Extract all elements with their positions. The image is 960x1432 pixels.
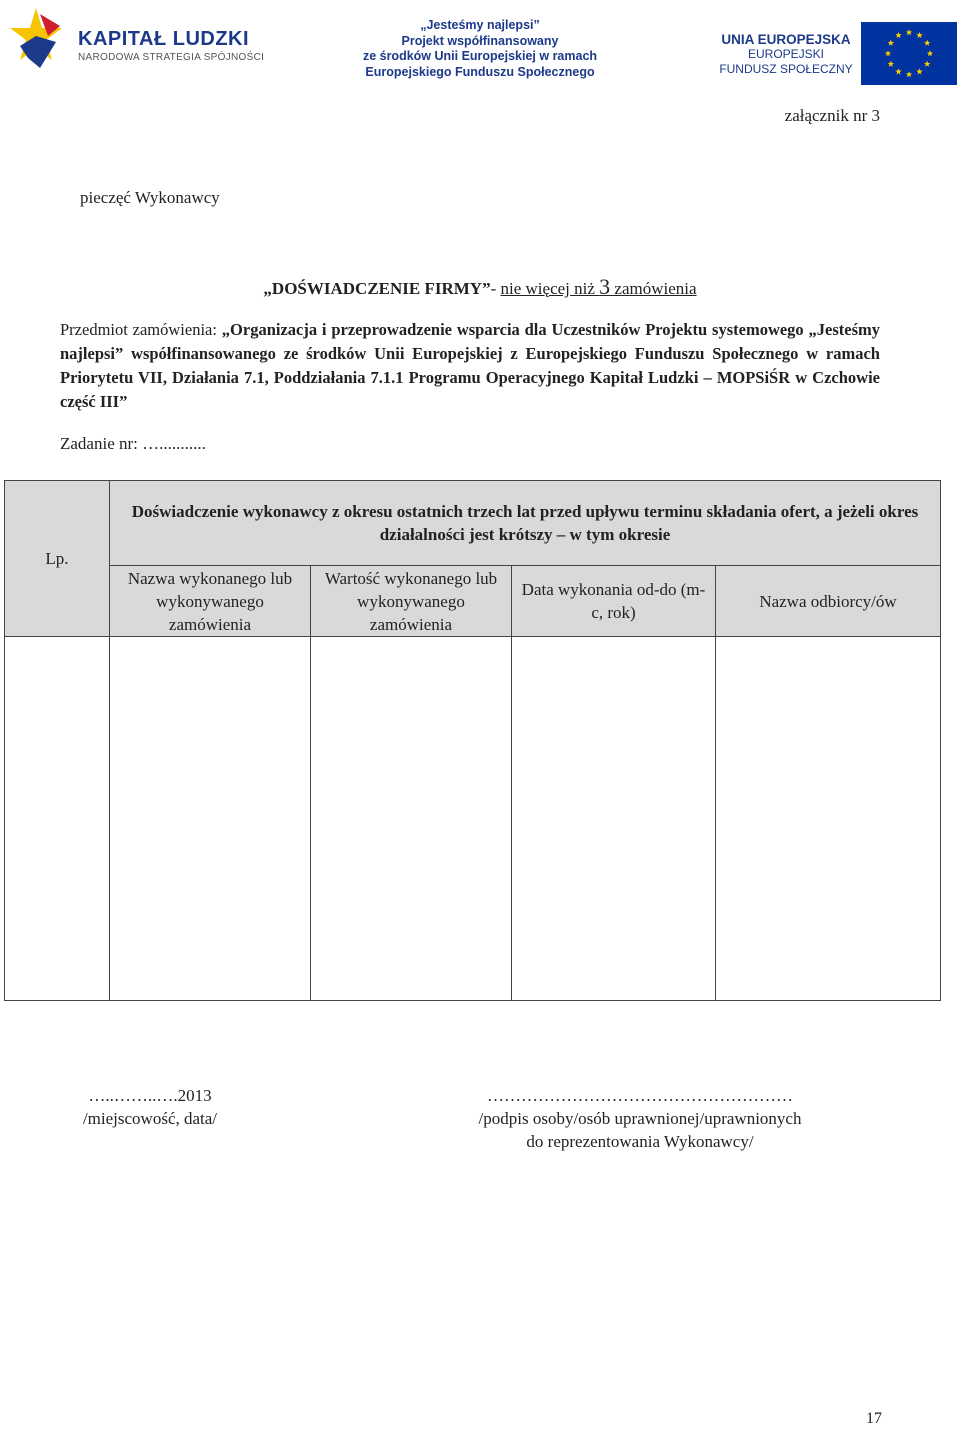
- eu-wordmark: [716, 32, 856, 77]
- subject-text: „Organizacja i przeprowadzenie wsparcia dla Uczestników Projektu systemowego „Jesteśmy najlepsi” współfinansowanego ze środków Unii Europejskiej z Europejskiego Funduszu Społecznego w ramach Priorytetu VII, Działania 7.1, Poddziałania 7.1.1 Programu Operacyjnego Kapitał Ludzki – MOPSiŚR w Czchowie część III”: [60, 320, 880, 411]
- title-limit-a: nie więcej niż: [500, 279, 600, 298]
- project-header-line: ze środków Unii Europejskiej w ramach: [362, 49, 598, 63]
- title-limit-number: 3: [599, 274, 611, 299]
- eu-flag-icon: [861, 22, 957, 85]
- document-title: [0, 274, 960, 300]
- date-line: …..……..….2013: [88, 1086, 212, 1105]
- project-header-line: Projekt współfinansowany: [401, 33, 559, 48]
- experience-table: [4, 480, 941, 1001]
- annex-label: załącznik nr 3: [784, 106, 880, 125]
- col-order-value-header: Wartość wykonanego lub wykonywanego zamówienia: [311, 566, 512, 637]
- page-number: 17: [866, 1410, 882, 1427]
- place-date-label: /miejscowość, data/: [82, 1109, 218, 1128]
- kl-title: KAPITAŁ LUDZKI: [78, 28, 250, 50]
- kapital-ludzki-logo-icon: [6, 6, 66, 70]
- col-order-name-header: Nazwa wykonanego lub wykonywanego zamówienia: [110, 566, 311, 637]
- eu-title: UNIA EUROPEJSKA: [721, 32, 851, 47]
- task-number: Zadanie nr: …...........: [60, 434, 206, 453]
- col-date-header: Data wykonania od-do (m-c, rok): [512, 566, 716, 637]
- col-recipient-header: Nazwa odbiorcy/ów: [716, 566, 941, 637]
- title-limit: [500, 274, 697, 299]
- signature-dots: ………………………………………………: [487, 1086, 793, 1105]
- table-cell-recipient[interactable]: [716, 637, 941, 1001]
- eu-line3: FUNDUSZ SPOŁECZNY: [719, 62, 853, 76]
- title-part1: „DOŚWIADCZENIE FIRMY”: [263, 279, 491, 298]
- project-header: [330, 18, 630, 80]
- experience-main-header: Doświadczenie wykonawcy z okresu ostatnich trzech lat przed upływu terminu składania ofert, a jeżeli okres działalności jest krótszy – w tym okresie: [110, 481, 941, 566]
- title-dash: -: [490, 279, 501, 298]
- contractor-stamp-label: pieczęć Wykonawcy: [80, 188, 220, 207]
- signature-label-2: do reprezentowania Wykonawcy/: [526, 1132, 754, 1151]
- title-limit-c: zamówienia: [610, 279, 697, 298]
- order-subject: [60, 318, 880, 414]
- lp-header: Lp.: [5, 481, 110, 637]
- kapital-ludzki-wordmark: [78, 28, 264, 63]
- signature-block: [400, 1084, 880, 1153]
- place-date-block: [60, 1084, 240, 1130]
- table-cell-date[interactable]: [512, 637, 716, 1001]
- project-header-line: „Jesteśmy najlepsi”: [420, 18, 540, 32]
- table-cell-order-name[interactable]: [110, 637, 311, 1001]
- kl-subtitle: NARODOWA STRATEGIA SPÓJNOŚCI: [78, 52, 265, 63]
- project-header-line: Europejskiego Funduszu Społecznego: [365, 64, 595, 79]
- eu-line2: EUROPEJSKI: [747, 47, 825, 61]
- table-cell-lp[interactable]: [5, 637, 110, 1001]
- signature-label-1: /podpis osoby/osób uprawnionej/uprawnionych: [478, 1109, 802, 1128]
- table-cell-order-value[interactable]: [311, 637, 512, 1001]
- subject-label: Przedmiot zamówienia:: [60, 320, 222, 339]
